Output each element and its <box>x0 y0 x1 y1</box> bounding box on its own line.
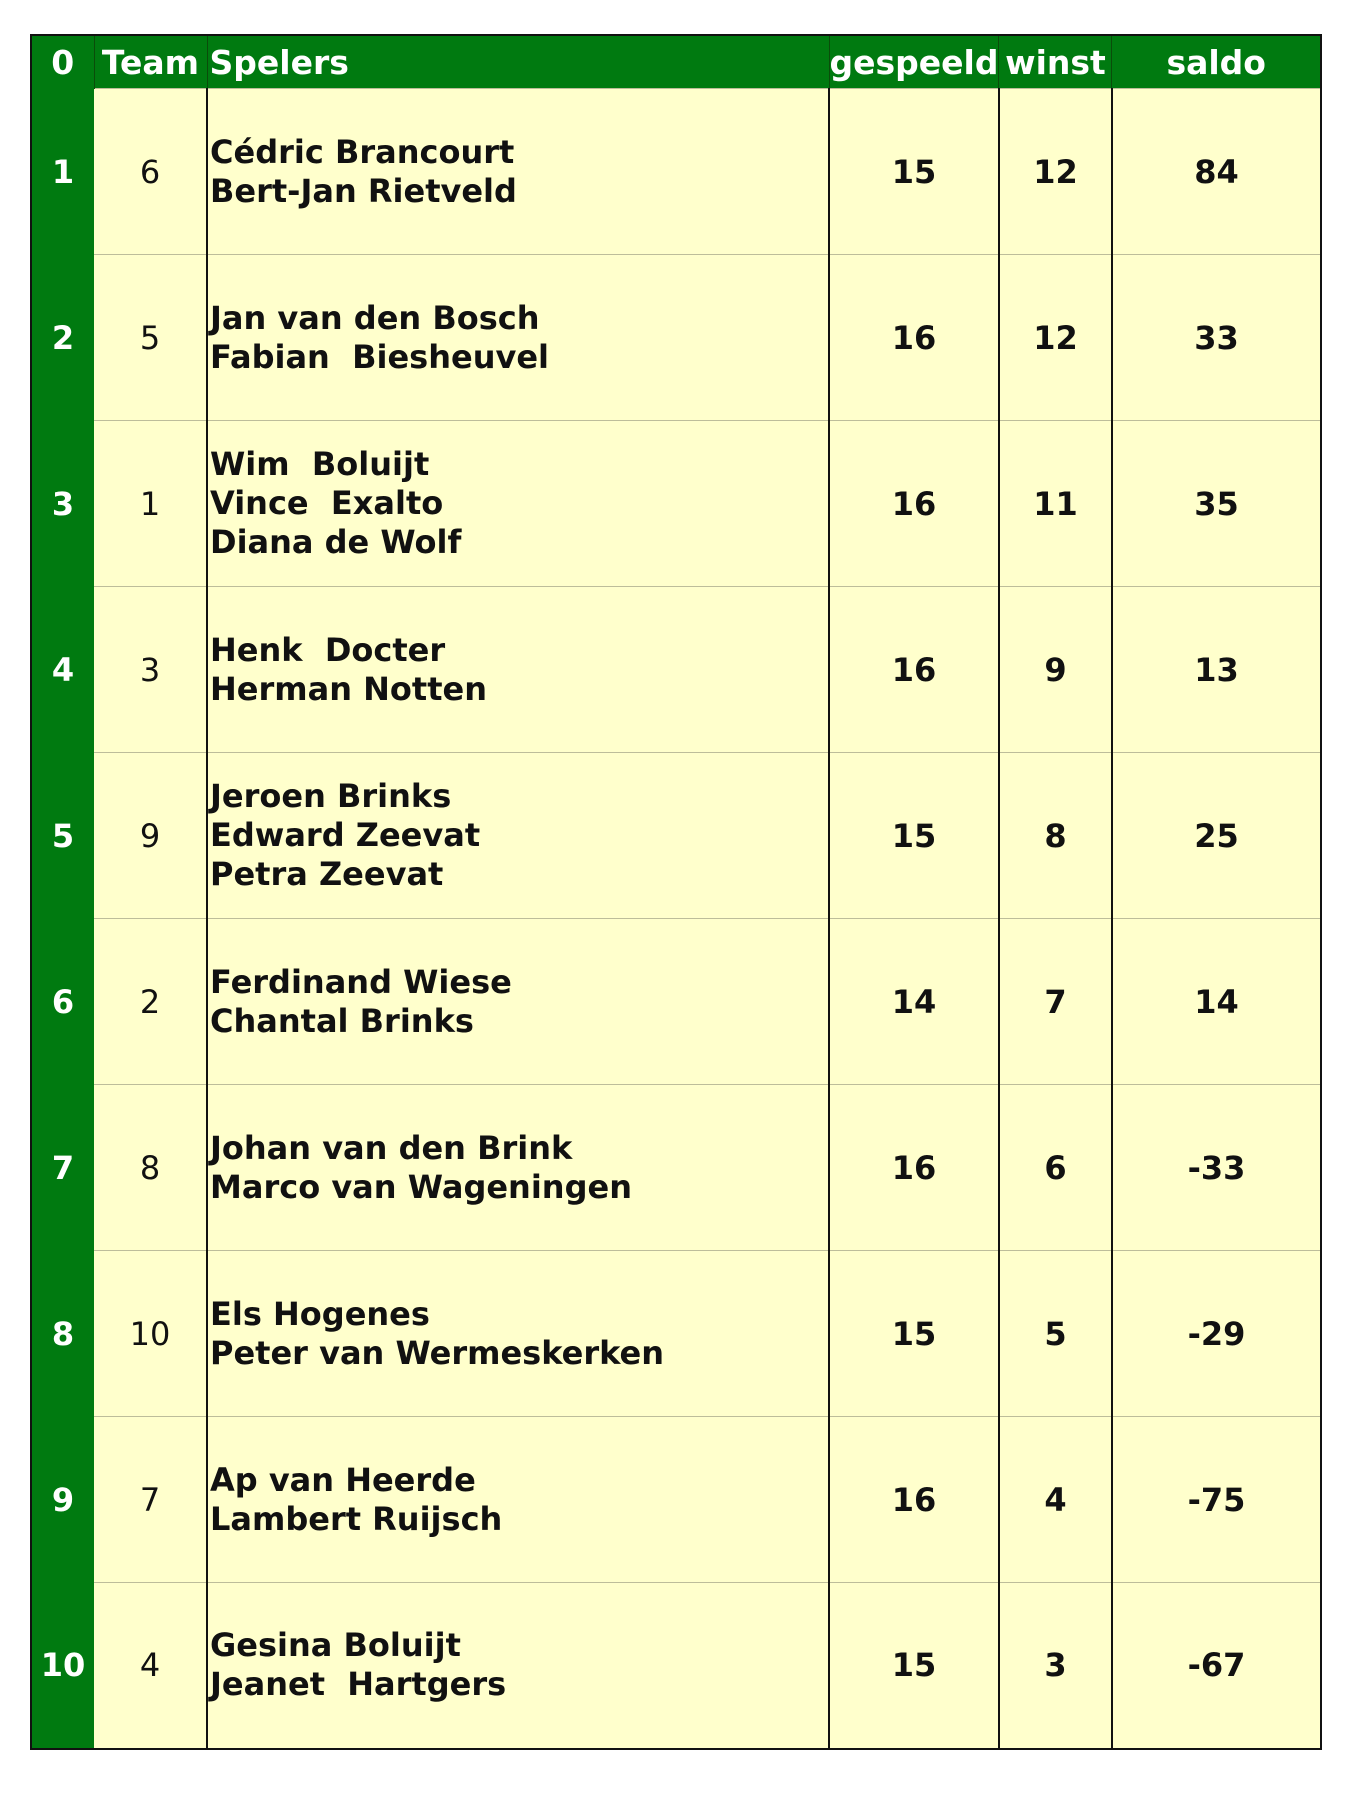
saldo-cell: 14 <box>1112 919 1321 1085</box>
player-name: Diana de Wolf <box>210 523 462 561</box>
played-cell: 15 <box>829 1251 999 1417</box>
players-cell <box>207 753 829 919</box>
saldo-cell: 13 <box>1112 587 1321 753</box>
player-name: Herman Notten <box>210 669 487 708</box>
team-number-cell: 5 <box>94 255 207 421</box>
played-cell: 16 <box>829 1085 999 1251</box>
players-cell <box>207 587 829 753</box>
won-cell: 4 <box>999 1417 1112 1583</box>
rank-cell: 3 <box>31 421 94 587</box>
players-cell <box>207 255 829 421</box>
rank-cell: 2 <box>31 255 94 421</box>
played-cell: 15 <box>829 1583 999 1749</box>
saldo-cell: 35 <box>1112 421 1321 587</box>
rank-cell: 4 <box>31 587 94 753</box>
player-name: Henk Docter <box>210 630 446 669</box>
won-cell: 12 <box>999 89 1112 255</box>
header-players: Spelers <box>207 35 829 89</box>
players-cell <box>207 1583 829 1749</box>
header-saldo: saldo <box>1112 35 1321 89</box>
table-row <box>31 753 1321 919</box>
saldo-cell: 84 <box>1112 89 1321 255</box>
team-number-cell: 9 <box>94 753 207 919</box>
won-cell: 7 <box>999 919 1112 1085</box>
saldo-cell: -67 <box>1112 1583 1321 1749</box>
saldo-cell: 25 <box>1112 753 1321 919</box>
player-name: Wim Boluijt <box>210 445 430 483</box>
player-name: Jeroen Brinks <box>210 777 452 815</box>
played-cell: 15 <box>829 753 999 919</box>
player-name: Marco van Wageningen <box>210 1167 632 1206</box>
won-cell: 11 <box>999 421 1112 587</box>
won-cell: 3 <box>999 1583 1112 1749</box>
won-cell: 8 <box>999 753 1112 919</box>
played-cell: 16 <box>829 421 999 587</box>
header-played: gespeeld <box>829 35 999 89</box>
player-name: Fabian Biesheuvel <box>210 337 550 376</box>
player-name: Lambert Ruijsch <box>210 1499 503 1538</box>
header-rank: 0 <box>31 35 94 89</box>
standings-body <box>31 89 1321 1749</box>
players-cell <box>207 1251 829 1417</box>
players-cell <box>207 919 829 1085</box>
player-name: Jan van den Bosch <box>210 298 540 337</box>
player-name: Gesina Boluijt <box>210 1626 461 1665</box>
team-number-cell: 7 <box>94 1417 207 1583</box>
header-team: Team <box>94 35 207 89</box>
table-row <box>31 919 1321 1085</box>
team-number-cell: 6 <box>94 89 207 255</box>
played-cell: 16 <box>829 255 999 421</box>
won-cell: 6 <box>999 1085 1112 1251</box>
team-number-cell: 1 <box>94 421 207 587</box>
played-cell: 16 <box>829 1417 999 1583</box>
team-number-cell: 10 <box>94 1251 207 1417</box>
table-row <box>31 1417 1321 1583</box>
players-cell <box>207 421 829 587</box>
player-name: Ap van Heerde <box>210 1460 476 1499</box>
team-number-cell: 4 <box>94 1583 207 1749</box>
player-name: Jeanet Hartgers <box>210 1665 507 1704</box>
won-cell: 12 <box>999 255 1112 421</box>
rank-cell: 9 <box>31 1417 94 1583</box>
player-name: Vince Exalto <box>210 484 444 522</box>
player-name: Bert-Jan Rietveld <box>210 171 517 210</box>
played-cell: 15 <box>829 89 999 255</box>
players-cell <box>207 1417 829 1583</box>
team-number-cell: 3 <box>94 587 207 753</box>
team-number-cell: 8 <box>94 1085 207 1251</box>
played-cell: 14 <box>829 919 999 1085</box>
player-name: Johan van den Brink <box>210 1128 573 1167</box>
player-name: Chantal Brinks <box>210 1001 474 1040</box>
players-cell <box>207 1085 829 1251</box>
won-cell: 9 <box>999 587 1112 753</box>
table-row <box>31 255 1321 421</box>
rank-cell: 1 <box>31 89 94 255</box>
played-cell: 16 <box>829 587 999 753</box>
player-name: Peter van Wermeskerken <box>210 1333 664 1372</box>
players-cell <box>207 89 829 255</box>
rank-cell: 5 <box>31 753 94 919</box>
table-row <box>31 1085 1321 1251</box>
header-won: winst <box>999 35 1112 89</box>
player-name: Els Hogenes <box>210 1294 430 1333</box>
player-name: Cédric Brancourt <box>210 132 515 171</box>
rank-cell: 10 <box>31 1583 94 1749</box>
rank-cell: 6 <box>31 919 94 1085</box>
header-row <box>31 35 1321 89</box>
table-row <box>31 89 1321 255</box>
rank-cell: 8 <box>31 1251 94 1417</box>
table-row <box>31 1583 1321 1749</box>
saldo-cell: -29 <box>1112 1251 1321 1417</box>
standings-table <box>30 34 1322 1750</box>
player-name: Petra Zeevat <box>210 855 444 893</box>
saldo-cell: -33 <box>1112 1085 1321 1251</box>
table-row <box>31 1251 1321 1417</box>
table-row <box>31 587 1321 753</box>
saldo-cell: -75 <box>1112 1417 1321 1583</box>
team-number-cell: 2 <box>94 919 207 1085</box>
player-name: Edward Zeevat <box>210 816 481 854</box>
table-row <box>31 421 1321 587</box>
saldo-cell: 33 <box>1112 255 1321 421</box>
player-name: Ferdinand Wiese <box>210 962 512 1001</box>
won-cell: 5 <box>999 1251 1112 1417</box>
rank-cell: 7 <box>31 1085 94 1251</box>
